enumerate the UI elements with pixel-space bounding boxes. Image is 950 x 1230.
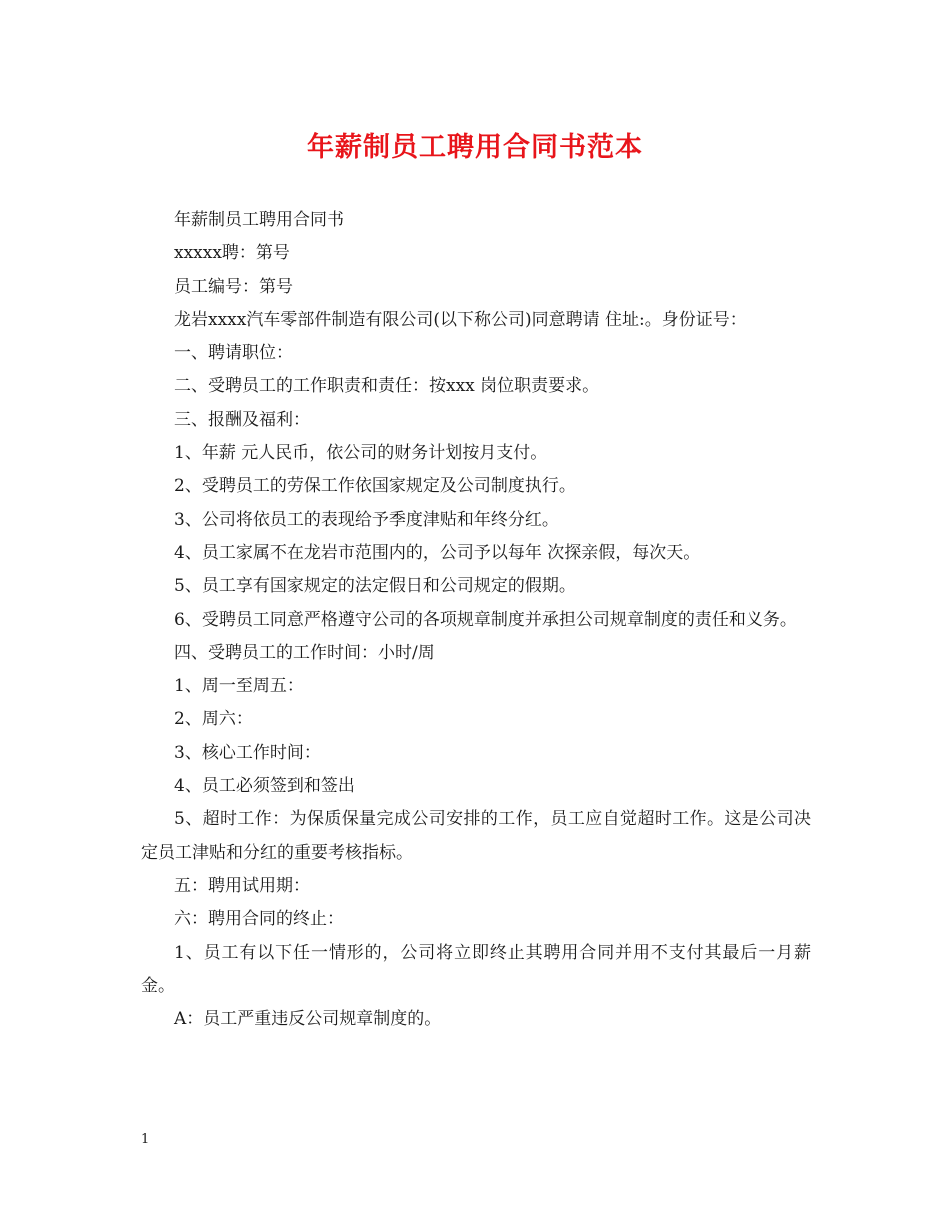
paragraph-contract-number: xxxxx聘：第号 [174, 243, 290, 264]
paragraph-item-4-2: 2、周六： [174, 709, 253, 730]
document-title: 年薪制员工聘用合同书范本 [307, 132, 643, 163]
paragraph-item-6-a: A：员工严重违反公司规章制度的。 [174, 1009, 442, 1030]
paragraph-item-3-1: 1、年薪 元人民币，依公司的财务计划按月支付。 [174, 443, 548, 464]
paragraph-company-intro: 龙岩xxxx汽车零部件制造有限公司(以下称公司)同意聘请 住址:。身份证号： [174, 309, 747, 330]
paragraph-section-3: 三、报酬及福利： [174, 409, 310, 430]
paragraph-section-5: 五：聘用试用期： [174, 875, 310, 896]
paragraph-employee-number: 员工编号：第号 [174, 276, 293, 297]
document-body [141, 204, 811, 1036]
paragraph-item-4-4: 4、员工必须签到和签出 [174, 776, 355, 797]
page-number: 1 [141, 1132, 150, 1147]
paragraph-item-3-3: 3、公司将依员工的表现给予季度津贴和年终分红。 [174, 509, 559, 530]
paragraph-section-4: 四、受聘员工的工作时间：小时/周 [174, 642, 435, 663]
paragraph-item-4-1: 1、周一至周五： [174, 676, 304, 697]
paragraph-item-3-5: 5、员工享有国家规定的法定假日和公司规定的假期。 [174, 576, 576, 597]
paragraph-section-6: 六：聘用合同的终止： [174, 909, 344, 930]
paragraph-section-2: 二、受聘员工的工作职责和责任：按xxx 岗位职责要求。 [174, 376, 600, 397]
paragraph-item-6-1: 1、员工有以下任一情形的，公司将立即终止其聘用合同并用不支付其最后一月薪金。 [141, 942, 811, 996]
paragraph-item-4-5: 5、超时工作：为保质保量完成公司安排的工作，员工应自觉超时工作。这是公司决定员工津贴和分红的重要考核指标。 [141, 809, 811, 863]
paragraph-section-1: 一、聘请职位： [174, 343, 293, 364]
paragraph-item-4-3: 3、核心工作时间： [174, 742, 321, 763]
paragraph-item-3-6: 6、受聘员工同意严格遵守公司的各项规章制度并承担公司规章制度的责任和义务。 [174, 609, 797, 630]
paragraph-item-3-2: 2、受聘员工的劳保工作依国家规定及公司制度执行。 [174, 476, 576, 497]
paragraph-item-3-4: 4、员工家属不在龙岩市范围内的，公司予以每年 次探亲假，每次天。 [174, 542, 701, 563]
paragraph-contract-heading: 年薪制员工聘用合同书 [174, 210, 344, 230]
